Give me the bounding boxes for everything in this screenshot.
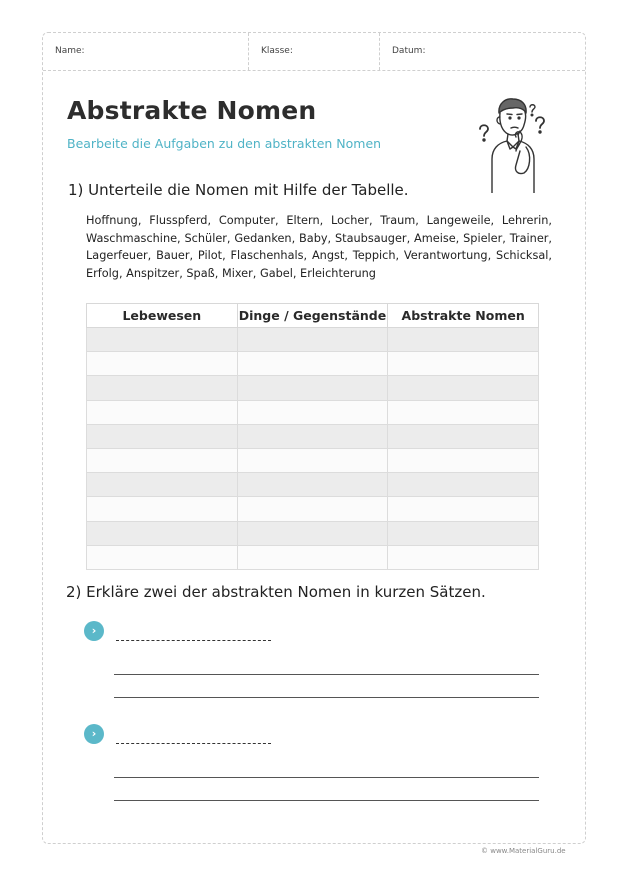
answer-sentence-line-1a[interactable]: [114, 674, 539, 675]
table-cell[interactable]: [87, 376, 238, 400]
table-cell[interactable]: [87, 521, 238, 545]
task2-heading: 2) Erkläre zwei der abstrakten Nomen in kurzen Sätzen.: [66, 583, 486, 601]
page-title: Abstrakte Nomen: [67, 96, 317, 125]
task1-heading: 1) Unterteile die Nomen mit Hilfe der Tabelle.: [68, 181, 409, 199]
table-row: [87, 545, 539, 569]
answer-noun-line-1[interactable]: [116, 640, 271, 641]
table-cell[interactable]: [87, 328, 238, 352]
header-fields: [43, 33, 585, 71]
table-cell[interactable]: [87, 473, 238, 497]
table-cell[interactable]: [388, 352, 539, 376]
table-cell[interactable]: [388, 521, 539, 545]
footer-copyright: © www.MaterialGuru.de: [481, 847, 566, 855]
table-cell[interactable]: [237, 328, 388, 352]
table-row: [87, 400, 539, 424]
answer-sentence-line-2b[interactable]: [114, 800, 539, 801]
table-cell[interactable]: [388, 328, 539, 352]
column-header-living-beings: Lebewesen: [87, 304, 238, 328]
table-cell[interactable]: [237, 424, 388, 448]
chevron-right-icon: ›: [84, 724, 104, 744]
table-cell[interactable]: [388, 424, 539, 448]
table-cell[interactable]: [237, 521, 388, 545]
table-cell[interactable]: [388, 448, 539, 472]
table-cell[interactable]: [87, 545, 238, 569]
date-label: Datum:: [392, 46, 426, 56]
page-subtitle: Bearbeite die Aufgaben zu den abstrakten Nomen: [67, 136, 382, 151]
column-header-things: Dinge / Gegenstände: [237, 304, 388, 328]
table-row: [87, 521, 539, 545]
table-row: [87, 473, 539, 497]
class-field[interactable]: [249, 33, 380, 70]
table-row: [87, 497, 539, 521]
sorting-table: [86, 303, 539, 570]
table-cell[interactable]: [87, 448, 238, 472]
table-cell[interactable]: [388, 545, 539, 569]
answer-sentence-line-2a[interactable]: [114, 777, 539, 778]
table-cell[interactable]: [237, 400, 388, 424]
table-cell[interactable]: [87, 400, 238, 424]
table-body: [87, 328, 539, 570]
answer-sentence-line-1b[interactable]: [114, 697, 539, 698]
date-field[interactable]: [380, 33, 585, 70]
table-cell[interactable]: [237, 376, 388, 400]
noun-word-list: Hoffnung, Flusspferd, Computer, Eltern, Locher, Traum, Langeweile, Lehrerin, Waschmaschine, Schüler, Gedanken, Baby, Staubsauger, Ameise, Spieler, Trainer, Lagerfeuer, Bauer, Pilot, Flaschenhals, Angst, Teppich, Verantwortung, Schicksal, Erfolg, Anspitzer, Spaß, Mixer, Gabel, Erleichterung: [86, 214, 552, 280]
table-cell[interactable]: [87, 352, 238, 376]
table-cell[interactable]: [237, 352, 388, 376]
table-row: [87, 448, 539, 472]
table-cell[interactable]: [87, 497, 238, 521]
name-field[interactable]: [43, 33, 249, 70]
table-cell[interactable]: [388, 376, 539, 400]
thinking-person-icon: [472, 93, 554, 193]
table-row: [87, 376, 539, 400]
table-row: [87, 352, 539, 376]
table-row: [87, 424, 539, 448]
table-cell[interactable]: [237, 497, 388, 521]
table-cell[interactable]: [388, 497, 539, 521]
table-cell[interactable]: [237, 545, 388, 569]
table-cell[interactable]: [237, 448, 388, 472]
class-label: Klasse:: [261, 46, 293, 56]
table-cell[interactable]: [237, 473, 388, 497]
name-label: Name:: [55, 46, 85, 56]
table-cell[interactable]: [388, 400, 539, 424]
column-header-abstract-nouns: Abstrakte Nomen: [388, 304, 539, 328]
table-cell[interactable]: [87, 424, 238, 448]
chevron-right-icon: ›: [84, 621, 104, 641]
table-header-row: [87, 304, 539, 328]
table-cell[interactable]: [388, 473, 539, 497]
answer-noun-line-2[interactable]: [116, 743, 271, 744]
table-row: [87, 328, 539, 352]
